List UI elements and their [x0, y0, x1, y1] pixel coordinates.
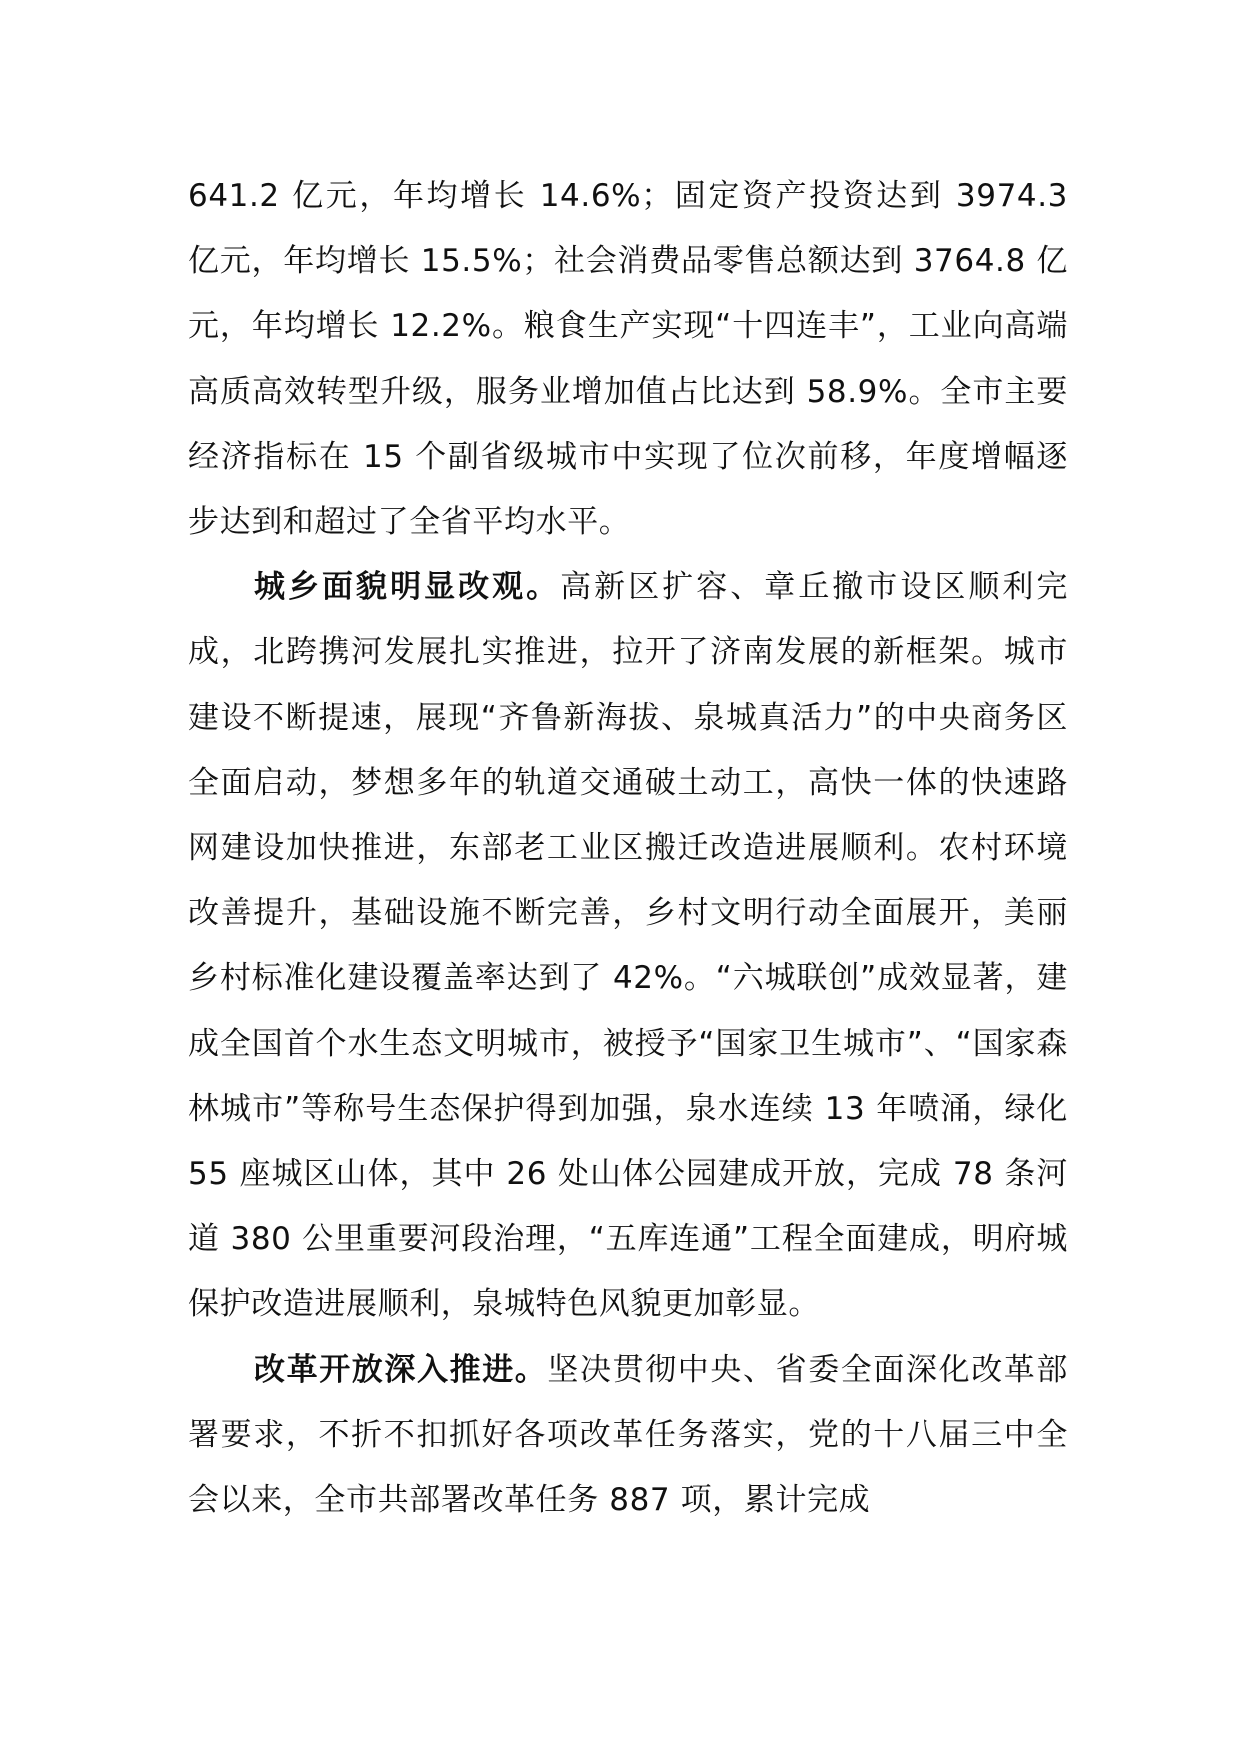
- paragraph-heading: 改革开放深入推进。: [254, 1351, 548, 1388]
- paragraph-text: 641.2 亿元，年均增长 14.6%；固定资产投资达到 3974.3 亿元，年均增长 15.5%；社会消费品零售总额达到 3764.8 亿元，年均增长 12.2%。粮食生产实现“十四连丰”，工业向高端高质高效转型升级，服务业增加值占比达到 58.9%。全市主要经济指标在 15 个副省级城市中实现了位次前移，年度增幅逐步达到和超过了全省平均水平。: [188, 178, 1068, 541]
- paragraph-urban-rural: [188, 555, 1068, 1337]
- paragraph-text: 坚决贯彻中央、省委全面深化改革部署要求，不折不扣抓好各项改革任务落实，党的十八届三中全会以来，全市共部署改革任务 887 项，累计完成: [188, 1351, 1068, 1519]
- paragraph-reform: [188, 1338, 1068, 1534]
- paragraph-heading: 城乡面貌明显改观。: [254, 569, 561, 606]
- paragraph-text: 高新区扩容、章丘撤市设区顺利完成，北跨携河发展扎实推进，拉开了济南发展的新框架。城市建设不断提速，展现“齐鲁新海拔、泉城真活力”的中央商务区全面启动，梦想多年的轨道交通破土动工，高快一体的快速路网建设加快推进，东部老工业区搬迁改造进展顺利。农村环境改善提升，基础设施不断完善，乡村文明行动全面展开，美丽乡村标准化建设覆盖率达到了 42%。“六城联创”成效显著，建成全国首个水生态文明城市，被授予“国家卫生城市”、“国家森林城市”等称号生态保护得到加强，泉水连续 13 年喷涌，绿化 55 座城区山体，其中 26 处山体公园建成开放，完成 78 条河道 380 公里重要河段治理，“五库连通”工程全面建成，明府城保护改造进展顺利，泉城特色风貌更加彰显。: [188, 569, 1068, 1323]
- paragraph-economy: [188, 164, 1068, 555]
- document-page: [188, 164, 1068, 1533]
